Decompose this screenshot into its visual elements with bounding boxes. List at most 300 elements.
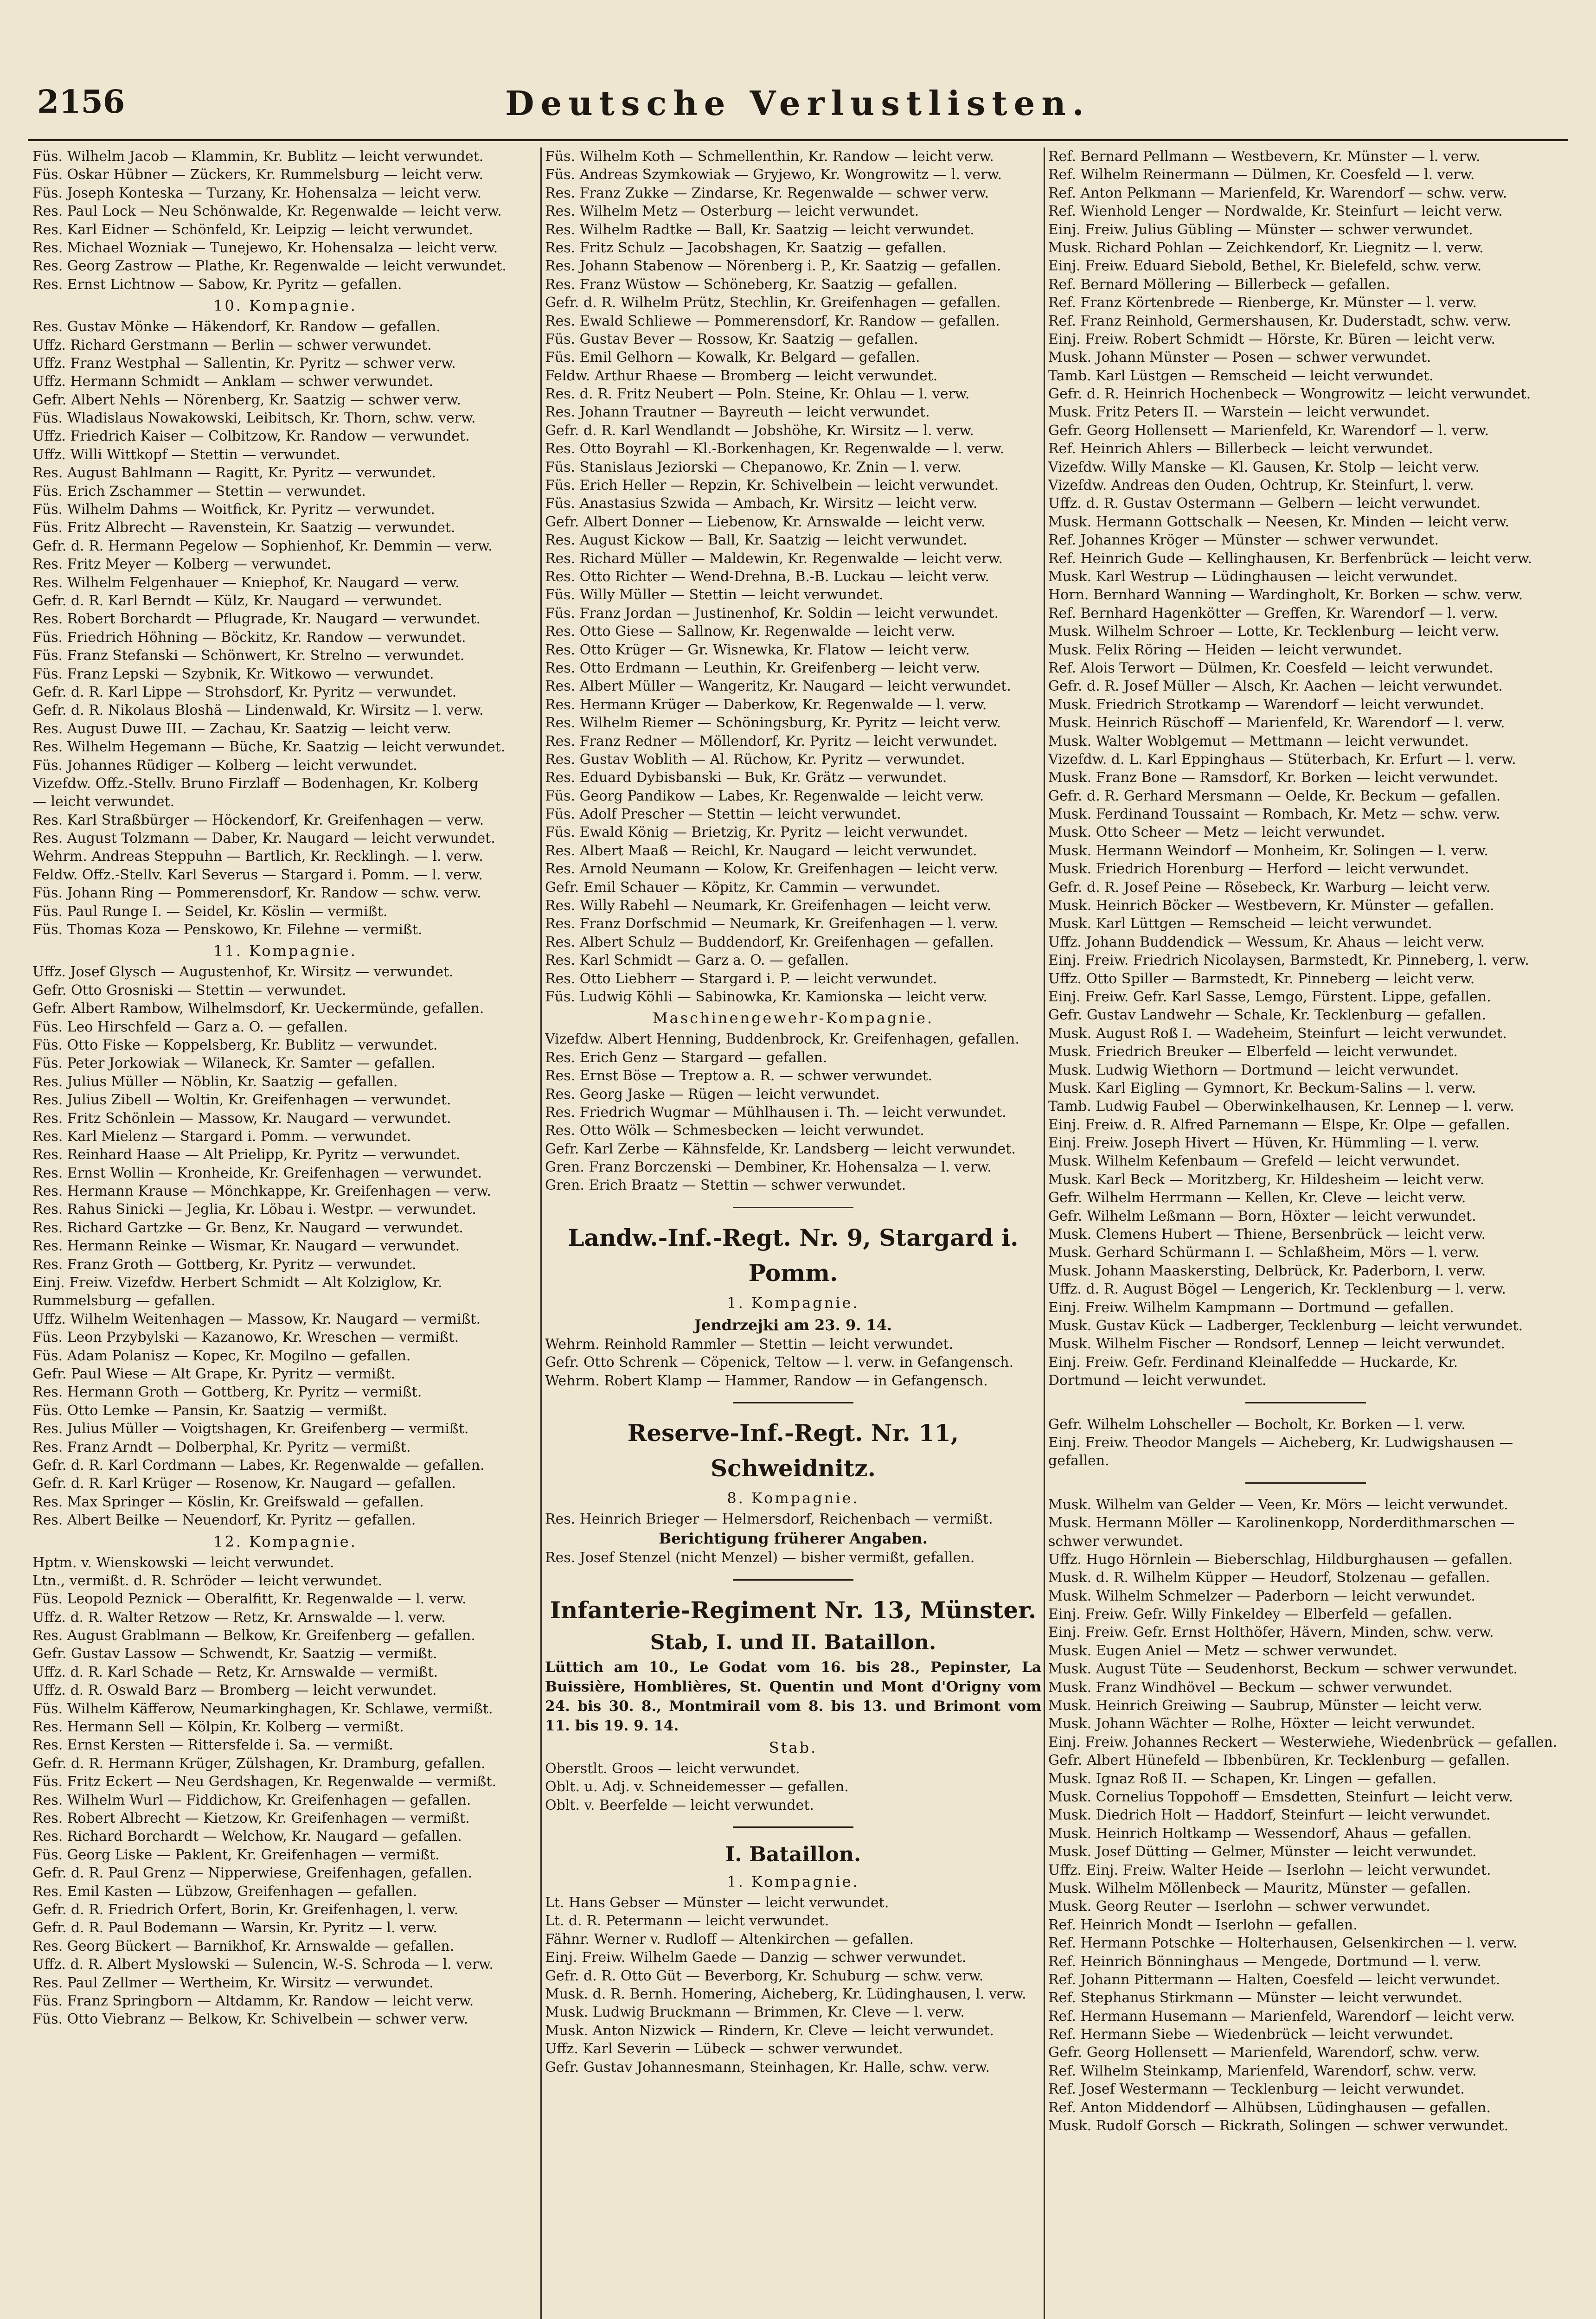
casualty-entry: Res. August Grablmann — Belkow, Kr. Greifenberg — gefallen.	[32, 1627, 475, 1644]
casualty-entry: Füs. Peter Jorkowiak — Wilaneck, Kr. Samter — gefallen.	[32, 1055, 436, 1072]
casualty-entry: Musk. Hermann Gottschalk — Neesen, Kr. Minden — leicht verw.	[1048, 513, 1510, 530]
casualty-entry: Musk. Ludwig Wiethorn — Dortmund — leicht verwundet.	[1048, 1062, 1459, 1078]
casualty-entry: Füs. Wilhelm Dahms — Woitfick, Kr. Pyritz — verwundet.	[32, 501, 435, 518]
stab-heading: Stab.	[769, 1738, 818, 1756]
casualty-entry: Res. Julius Müller — Voigtshagen, Kr. Greifenberg — vermißt.	[32, 1421, 469, 1437]
casualty-entry: Dortmund — leicht verwundet.	[1048, 1372, 1267, 1389]
casualty-entry: Musk. Eugen Aniel — Metz — schwer verwundet.	[1048, 1642, 1397, 1659]
casualty-entry: Res. Hermann Sell — Kölpin, Kr. Kolberg — vermißt.	[32, 1719, 404, 1736]
casualty-entry: Musk. d. R. Wilhelm Küpper — Heudorf, Stolzenau — gefallen.	[1048, 1569, 1490, 1586]
casualty-entry: Uffz. d. R. Karl Schade — Retz, Kr. Arnswalde — vermißt.	[32, 1664, 438, 1680]
casualty-entry: Ref. Bernard Möllering — Billerbeck — gefallen.	[1048, 276, 1390, 293]
casualty-entry: Einj. Freiw. d. R. Alfred Parnemann — Elspe, Kr. Olpe — gefallen.	[1048, 1116, 1510, 1133]
casualty-entry: Füs. Franz Stefanski — Schönwert, Kr. Strelno — verwundet.	[32, 647, 465, 664]
battle-date: Jendrzejki am 23. 9. 14.	[694, 1316, 892, 1334]
casualty-entry: Ref. Wilhelm Reinermann — Dülmen, Kr. Coesfeld — l. verw.	[1048, 167, 1475, 183]
casualty-entry: Horn. Bernhard Wanning — Wardingholt, Kr. Borken — schw. verw.	[1048, 587, 1523, 603]
casualty-entry: Musk. Wilhelm Kefenbaum — Grefeld — leicht verwundet.	[1048, 1153, 1460, 1170]
casualty-entry: Musk. Johann Münster — Posen — schwer verwundet.	[1048, 349, 1431, 366]
casualty-entry: Gefr. d. R. Hermann Krüger, Zülshagen, Kr. Dramburg, gefallen.	[32, 1755, 486, 1772]
casualty-entry: Wehrm. Andreas Steppuhn — Bartlich, Kr. Recklingh. — l. verw.	[32, 848, 483, 865]
column-rule-1	[540, 147, 542, 2319]
casualty-entry: Gefr. Wilhelm Lohscheller — Bocholt, Kr. Borken — l. verw.	[1048, 1416, 1466, 1433]
casualty-entry: Einj. Freiw. Wilhelm Gaede — Danzig — schwer verwundet.	[545, 1949, 967, 1966]
casualty-entry: Füs. Anastasius Szwida — Ambach, Kr. Wirsitz — leicht verw.	[545, 495, 978, 512]
casualty-entry: Uffz. Friedrich Kaiser — Colbitzow, Kr. Randow — verwundet.	[32, 428, 470, 445]
casualty-entry: Musk. Franz Bone — Ramsdorf, Kr. Borken — leicht verwundet.	[1048, 769, 1499, 786]
casualty-entry: Füs. Wilhelm Käfferow, Neumarkinghagen, Kr. Schlawe, vermißt.	[32, 1700, 493, 1717]
casualty-entry: Res. Paul Lock — Neu Schönwalde, Kr. Regenwalde — leicht verw.	[32, 203, 502, 220]
casualty-entry: Uffz. d. R. Gustav Ostermann — Gelbern — leicht verwundet.	[1048, 495, 1481, 512]
casualty-entry: Gefr. Georg Hollensett — Marienfeld, Warendorf, schw. verw.	[1048, 2044, 1480, 2061]
casualty-entry: Ref. Bernhard Hagenkötter — Greffen, Kr. Warendorf — l. verw.	[1048, 605, 1498, 621]
casualty-entry: Vizefdw. Albert Henning, Buddenbrock, Kr. Greifenhagen, gefallen.	[545, 1031, 1019, 1048]
casualty-entry: Res. August Bahlmann — Ragitt, Kr. Pyritz — verwundet.	[32, 465, 436, 481]
casualty-entry: Gren. Franz Borczenski — Dembiner, Kr. Hohensalza — l. verw.	[545, 1159, 992, 1176]
casualty-entry: Füs. Johann Ring — Pommerensdorf, Kr. Randow — schw. verw.	[32, 885, 481, 902]
casualty-entry: Gefr. d. R. Josef Müller — Alsch, Kr. Aachen — leicht verwundet.	[1048, 678, 1503, 695]
correction-heading: Berichtigung früherer Angaben.	[659, 1530, 928, 1548]
casualty-entry: Res. Otto Wölk — Schmesbecken — leicht verwundet.	[545, 1122, 924, 1139]
casualty-entry: Res. Richard Müller — Maldewin, Kr. Regenwalde — leicht verw.	[545, 550, 1003, 567]
battle-places: Lüttich am 10., Le Godat vom 16. bis 28., Pepinster, La Buissière, Homblières, St. Quentin und Mont d'Origny vom 24. bis 30. 8., Montmirail vom 8. bis 13. und Brimont vom 11. bis 19. 9. 14.	[545, 1659, 1041, 1734]
casualty-entry: Res. Hermann Groth — Gottberg, Kr. Pyritz — vermißt.	[32, 1384, 422, 1401]
casualty-entry: Gefr. d. R. Friedrich Orfert, Borin, Kr. Greifenhagen, l. verw.	[32, 1901, 459, 1918]
casualty-entry: Musk. Ludwig Bruckmann — Brimmen, Kr. Cleve — l. verw.	[545, 2004, 965, 2021]
casualty-entry: Füs. Friedrich Höhning — Böckitz, Kr. Randow — verwundet.	[32, 629, 466, 646]
casualty-entry: Uffz. Karl Severin — Lübeck — schwer verwundet.	[545, 2041, 903, 2057]
casualty-entry: Res. Wilhelm Riemer — Schöningsburg, Kr. Pyritz — leicht verw.	[545, 715, 1001, 731]
casualty-entry: Res. Gustav Woblith — Al. Rüchow, Kr. Pyritz — verwundet.	[545, 751, 965, 768]
casualty-list	[1048, 147, 1563, 1390]
casualty-entry: Gefr. Albert Rambow, Wilhelmsdorf, Kr. Ueckermünde, gefallen.	[32, 1000, 484, 1017]
casualty-entry: Ref. Hermann Siebe — Wiedenbrück — leicht verwundet.	[1048, 2026, 1454, 2043]
column-1	[32, 147, 538, 2319]
casualty-entry: Musk. Franz Windhövel — Beckum — schwer verwundet.	[1048, 1679, 1453, 1696]
casualty-entry: Ref. Wienhold Lenger — Nordwalde, Kr. Steinfurt — leicht verw.	[1048, 203, 1503, 220]
correction-entry: Res. Josef Stenzel (nicht Menzel) — bisher vermißt, gefallen.	[545, 1550, 975, 1566]
casualty-entry: Gefr. Albert Hünefeld — Ibbenbüren, Kr. Tecklenburg — gefallen.	[1048, 1752, 1510, 1769]
casualty-entry: Uffz. Einj. Freiw. Walter Heide — Iserlohn — leicht verwundet.	[1048, 1862, 1491, 1878]
casualty-entry: Res. Eduard Dybisbanski — Buk, Kr. Grätz — verwundet.	[545, 769, 947, 786]
casualty-entry: Musk. Richard Pohlan — Zeichkendorf, Kr. Liegnitz — l. verw.	[1048, 239, 1484, 256]
casualty-entry: Res. Paul Zellmer — Wertheim, Kr. Wirsitz — verwundet.	[32, 1974, 434, 1991]
casualty-list	[545, 147, 1041, 1006]
casualty-entry: Res. Fritz Meyer — Kolberg — verwundet.	[32, 556, 332, 573]
casualty-entry: Ref. Wilhelm Steinkamp, Marienfeld, Warendorf, schw. verw.	[1048, 2063, 1477, 2079]
casualty-entry: Musk. Georg Reuter — Iserlohn — schwer verwundet.	[1048, 1898, 1430, 1915]
casualty-entry: Füs. Emil Gelhorn — Kowalk, Kr. Belgard — gefallen.	[545, 349, 920, 366]
casualty-entry: Musk. Anton Nizwick — Rindern, Kr. Cleve — leicht verwundet.	[545, 2022, 994, 2039]
casualty-entry: Musk. Hermann Weindorf — Monheim, Kr. Solingen — l. verw.	[1048, 842, 1488, 859]
casualty-entry: Gefr. Otto Grosniski — Stettin — verwundet.	[32, 982, 346, 999]
casualty-entry: Gefr. d. R. Otto Güt — Beverborg, Kr. Schuburg — schw. verw.	[545, 1967, 984, 1984]
casualty-entry: Ref. Josef Westermann — Tecklenburg — leicht verwundet.	[1048, 2081, 1465, 2098]
casualty-entry: Uffz. Hugo Hörnlein — Bieberschlag, Hildburghausen — gefallen.	[1048, 1551, 1513, 1568]
casualty-entry: Feldw. Offz.-Stellv. Karl Severus — Stargard i. Pomm. — l. verw.	[32, 866, 483, 883]
casualty-entry: Gefr. Albert Donner — Liebenow, Kr. Arnswalde — leicht verw.	[545, 513, 986, 530]
casualty-entry: Res. Friedrich Wugmar — Mühlhausen i. Th. — leicht verwundet.	[545, 1104, 1006, 1121]
casualty-entry: Gren. Erich Braatz — Stettin — schwer verwundet.	[545, 1177, 906, 1194]
casualty-list	[1048, 1416, 1563, 1470]
casualty-entry: Musk. Wilhelm Fischer — Rondsorf, Lennep — leicht verwundet.	[1048, 1336, 1505, 1352]
casualty-entry: Ref. Bernard Pellmann — Westbevern, Kr. Münster — l. verw.	[1048, 148, 1481, 165]
casualty-entry: Ref. Johannes Kröger — Münster — schwer verwundet.	[1048, 532, 1439, 549]
casualty-list	[545, 1760, 1041, 1814]
casualty-entry: Gefr. Georg Hollensett — Marienfeld, Kr. Warendorf — l. verw.	[1048, 422, 1489, 439]
casualty-entry: Füs. Otto Viebranz — Belkow, Kr. Schivelbein — schwer verw.	[32, 2011, 468, 2028]
casualty-entry: Füs. Erich Heller — Repzin, Kr. Schivelbein — leicht verwundet.	[545, 477, 999, 494]
casualty-entry: Musk. Wilhelm van Gelder — Veen, Kr. Mörs — leicht verwundet.	[1048, 1496, 1508, 1513]
casualty-entry: Res. Albert Maaß — Reichl, Kr. Naugard — leicht verwundet.	[545, 842, 977, 859]
casualty-entry: Res. Franz Groth — Gottberg, Kr. Pyritz — verwundet.	[32, 1256, 417, 1273]
casualty-entry: Res. Otto Liebherr — Stargard i. P. — leicht verwundet.	[545, 970, 937, 987]
casualty-entry: Res. Robert Borchardt — Pflugrade, Kr. Naugard — verwundet.	[32, 611, 481, 628]
casualty-entry: Einj. Freiw. Gefr. Karl Sasse, Lemgo, Fürstent. Lippe, gefallen.	[1048, 988, 1491, 1005]
casualty-entry: Res. Otto Krüger — Gr. Wisnewka, Kr. Flatow — leicht verw.	[545, 641, 970, 658]
casualty-entry: Res. Arnold Neumann — Kolow, Kr. Greifenhagen — leicht verw.	[545, 861, 998, 878]
casualty-entry: Gefr. Otto Schrenk — Cöpenick, Teltow — l. verw. in Gefangensch.	[545, 1354, 1014, 1371]
casualty-entry: Res. Ernst Wollin — Kronheide, Kr. Greifenhagen — verwundet.	[32, 1165, 482, 1181]
casualty-entry: Füs. Franz Lepski — Szybnik, Kr. Witkowo — verwundet.	[32, 666, 434, 682]
casualty-entry: Musk. Heinrich Rüschoff — Marienfeld, Kr. Warendorf — l. verw.	[1048, 715, 1505, 731]
casualty-entry: Musk. Wilhelm Schroer — Lotte, Kr. Tecklenburg — leicht verw.	[1048, 623, 1500, 640]
casualty-entry: Gefr. Gustav Johannesmann, Steinhagen, Kr. Halle, schw. verw.	[545, 2059, 990, 2076]
casualty-entry: Rummelsburg — gefallen.	[32, 1293, 216, 1309]
casualty-entry: Füs. Wilhelm Koth — Schmellenthin, Kr. Randow — leicht verw.	[545, 148, 994, 165]
casualty-entry: Musk. Friedrich Strotkamp — Warendorf — leicht verwundet.	[1048, 696, 1484, 713]
casualty-list	[1048, 1496, 1563, 2135]
casualty-entry: Einj. Freiw. Eduard Siebold, Bethel, Kr. Bielefeld, schw. verw.	[1048, 258, 1482, 275]
casualty-entry: Füs. Ludwig Köhli — Sabinowka, Kr. Kamionska — leicht verw.	[545, 988, 987, 1005]
casualty-entry: Gefr. Wilhelm Herrmann — Kellen, Kr. Cleve — leicht verw.	[1048, 1190, 1466, 1206]
casualty-entry: Musk. d. R. Bernh. Homering, Aicheberg, Kr. Lüdinghausen, l. verw.	[545, 1986, 1026, 2002]
casualty-entry: Hptm. v. Wienskowski — leicht verwundet.	[32, 1554, 334, 1571]
casualty-entry: Füs. Willy Müller — Stettin — leicht verwundet.	[545, 587, 884, 603]
casualty-entry: Gefr. d. R. Karl Wendlandt — Jobshöhe, Kr. Wirsitz — l. verw.	[545, 422, 974, 439]
casualty-entry: Musk. Felix Röring — Heiden — leicht verwundet.	[1048, 641, 1402, 658]
casualty-entry: Res. Karl Mielenz — Stargard i. Pomm. — verwundet.	[32, 1128, 411, 1145]
casualty-entry: Res. Willy Rabehl — Neumark, Kr. Greifenhagen — leicht verw.	[545, 897, 992, 914]
casualty-entry: Einj. Freiw. Gefr. Ferdinand Kleinalfedde — Huckarde, Kr.	[1048, 1354, 1458, 1371]
casualty-entry: Res. Albert Beilke — Neuendorf, Kr. Pyritz — gefallen.	[32, 1512, 416, 1529]
casualty-entry: Musk. Friedrich Breuker — Elberfeld — leicht verwundet.	[1048, 1044, 1458, 1060]
casualty-entry: Ref. Stephanus Stirkmann — Münster — leicht verwundet.	[1048, 1990, 1463, 2006]
casualty-entry: Res. Reinhard Haase — Alt Prielipp, Kr. Pyritz — verwundet.	[32, 1147, 461, 1163]
casualty-entry: Musk. August Tüte — Seudenhorst, Beckum — schwer verwundet.	[1048, 1661, 1518, 1678]
casualty-entry: Gefr. Karl Zerbe — Kähnsfelde, Kr. Landsberg — leicht verwundet.	[545, 1140, 1016, 1157]
casualty-entry: Füs. Franz Springborn — Altdamm, Kr. Randow — leicht verw.	[32, 1992, 474, 2009]
regiment-heading: Reserve-Inf.-Regt. Nr. 11, Schweidnitz.	[627, 1419, 959, 1482]
casualty-entry: Wehrm. Robert Klamp — Hammer, Randow — in Gefangensch.	[545, 1372, 988, 1389]
casualty-entry: Res. Heinrich Brieger — Helmersdorf, Reichenbach — vermißt.	[545, 1511, 993, 1528]
casualty-entry: Lt. Hans Gebser — Münster — leicht verwundet.	[545, 1895, 889, 1911]
casualty-entry: Füs. Leo Hirschfeld — Garz a. O. — gefallen.	[32, 1019, 348, 1035]
casualty-entry: Ref. Hermann Potschke — Holterhausen, Gelsenkirchen — l. verw.	[1048, 1935, 1518, 1952]
casualty-entry: Einj. Freiw. Julius Gübling — Münster — schwer verwundet.	[1048, 221, 1473, 238]
casualty-entry: Res. Richard Gartzke — Gr. Benz, Kr. Naugard — verwundet.	[32, 1219, 463, 1236]
casualty-entry: Res. Emil Kasten — Lübzow, Greifenhagen — gefallen.	[32, 1883, 417, 1900]
casualty-entry: Res. Richard Borchardt — Welchow, Kr. Naugard — gefallen.	[32, 1828, 462, 1845]
casualty-entry: Res. Georg Zastrow — Plathe, Kr. Regenwalde — leicht verwundet.	[32, 258, 506, 275]
casualty-entry: Gefr. d. R. Nikolaus Bloshä — Lindenwald, Kr. Wirsitz — l. verw.	[32, 702, 484, 719]
casualty-entry: Fähnr. Werner v. Rudloff — Altenkirchen — gefallen.	[545, 1931, 914, 1947]
casualty-entry: Res. Albert Müller — Wangeritz, Kr. Naugard — leicht verwundet.	[545, 678, 1011, 695]
casualty-entry: Tamb. Ludwig Faubel — Oberwinkelhausen, Kr. Lennep — l. verw.	[1048, 1098, 1514, 1115]
casualty-entry: Vizefdw. d. L. Karl Eppinghaus — Stüterbach, Kr. Erfurt — l. verw.	[1048, 751, 1516, 768]
casualty-entry: Füs. Andreas Szymkowiak — Gryjewo, Kr. Wongrowitz — l. verw.	[545, 167, 1002, 183]
column-3	[1048, 147, 1563, 2319]
page-number: 2156	[37, 83, 125, 121]
casualty-entry: Einj. Freiw. Gefr. Ernst Holthöfer, Hävern, Minden, schw. verw.	[1048, 1624, 1494, 1641]
casualty-entry: Musk. Josef Dütting — Gelmer, Münster — leicht verwundet.	[1048, 1844, 1477, 1860]
casualty-entry: Füs. Otto Fiske — Koppelsberg, Kr. Bublitz — verwundet.	[32, 1037, 438, 1053]
casualty-entry: Res. Erich Genz — Stargard — gefallen.	[545, 1049, 827, 1066]
header-rule	[28, 139, 1568, 141]
casualty-entry: Uffz. Otto Spiller — Barmstedt, Kr. Pinneberg — leicht verw.	[1048, 970, 1475, 987]
casualty-entry: Uffz. Richard Gerstmann — Berlin — schwer verwundet.	[32, 337, 432, 353]
casualty-list	[32, 147, 538, 294]
casualty-entry: Musk. Wilhelm Schmelzer — Paderborn — leicht verwundet.	[1048, 1588, 1475, 1604]
casualty-entry: Füs. Gustav Bever — Rossow, Kr. Saatzig — gefallen.	[545, 331, 918, 347]
casualty-entry: Uffz. Hermann Schmidt — Anklam — schwer verwundet.	[32, 373, 434, 390]
casualty-entry: Res. Wilhelm Hegemann — Büche, Kr. Saatzig — leicht verwundet.	[32, 739, 506, 756]
casualty-entry: Ref. Heinrich Bönninghaus — Mengede, Dortmund — l. verw.	[1048, 1953, 1481, 1970]
casualty-entry: Res. Otto Erdmann — Leuthin, Kr. Greifenberg — leicht verw.	[545, 660, 981, 676]
casualty-entry: gefallen.	[1048, 1453, 1109, 1469]
casualty-entry: Musk. Rudolf Gorsch — Rickrath, Solingen — schwer verwundet.	[1048, 2118, 1509, 2134]
casualty-entry: Res. Georg Jaske — Rügen — leicht verwundet.	[545, 1086, 880, 1102]
casualty-entry: Res. Wilhelm Metz — Osterburg — leicht verwundet.	[545, 203, 919, 220]
casualty-entry: Res. Wilhelm Radtke — Ball, Kr. Saatzig — leicht verwundet.	[545, 221, 974, 238]
casualty-entry: Vizefdw. Willy Manske — Kl. Gausen, Kr. Stolp — leicht verw.	[1048, 459, 1480, 475]
casualty-entry: Musk. Clemens Hubert — Thiene, Bersenbrück — leicht verw.	[1048, 1226, 1486, 1243]
casualty-entry: Musk. Friedrich Horenburg — Herford — leicht verwundet.	[1048, 861, 1469, 878]
casualty-entry: Musk. Cornelius Toppohoff — Emsdetten, Steinfurt — leicht verw.	[1048, 1788, 1513, 1805]
casualty-entry: Uffz. Johann Buddendick — Wessum, Kr. Ahaus — leicht verw.	[1048, 934, 1485, 950]
company-heading: 8. Kompagnie.	[727, 1489, 859, 1507]
regiment-subheading: Stab, I. und II. Bataillon.	[650, 1630, 936, 1654]
casualty-entry: Ref. Heinrich Ahlers — Billerbeck — leicht verwundet.	[1048, 441, 1433, 457]
casualty-entry: Uffz. d. R. August Bögel — Lengerich, Kr. Tecklenburg — l. verw.	[1048, 1281, 1506, 1298]
casualty-entry: Füs. Leon Przybylski — Kazanowo, Kr. Wreschen — vermißt.	[32, 1329, 459, 1346]
casualty-entry: Einj. Freiw. Gefr. Willy Finkeldey — Elberfeld — gefallen.	[1048, 1606, 1452, 1623]
casualty-entry: Füs. Thomas Koza — Penskowo, Kr. Filehne — vermißt.	[32, 922, 423, 938]
casualty-entry: Einj. Freiw. Friedrich Nicolaysen, Barmstedt, Kr. Pinneberg, l. verw.	[1048, 952, 1529, 969]
casualty-entry: Ref. Franz Körtenbrede — Rienberge, Kr. Münster — l. verw.	[1048, 295, 1477, 311]
casualty-entry: Uffz. Willi Wittkopf — Stettin — verwundet.	[32, 446, 340, 463]
casualty-entry: Res. Franz Zukke — Zindarse, Kr. Regenwalde — schwer verw.	[545, 185, 989, 201]
casualty-entry: Musk. Karl Beck — Moritzberg, Kr. Hildesheim — leicht verw.	[1048, 1171, 1485, 1188]
section-rule	[733, 1579, 853, 1581]
casualty-entry: Einj. Freiw. Johannes Reckert — Westerwiehe, Wiedenbrück — gefallen.	[1048, 1734, 1558, 1750]
casualty-entry: Gefr. Albert Nehls — Nörenberg, Kr. Saatzig — schwer verw.	[32, 391, 461, 408]
page-header	[28, 83, 1568, 135]
battalion-heading: I. Bataillon.	[725, 1843, 861, 1866]
casualty-entry: Füs. Wladislaus Nowakowski, Leibitsch, Kr. Thorn, schw. verw.	[32, 410, 476, 427]
casualty-entry: Ref. Johann Pittermann — Halten, Coesfeld — leicht verwundet.	[1048, 1971, 1500, 1988]
casualty-list	[32, 318, 538, 939]
casualty-entry: Einj. Freiw. Vizefdw. Herbert Schmidt — Alt Kolziglow, Kr.	[32, 1275, 442, 1291]
column-2	[545, 147, 1041, 2319]
casualty-entry: Musk. Karl Westrup — Lüdinghausen — leicht verwundet.	[1048, 568, 1458, 585]
company-heading-12: 12. Kompagnie.	[213, 1532, 357, 1550]
casualty-entry: Res. Fritz Schönlein — Massow, Kr. Naugard — verwundet.	[32, 1110, 451, 1127]
company-heading: 1. Kompagnie.	[727, 1294, 859, 1312]
casualty-entry: Res. August Tolzmann — Daber, Kr. Naugard — leicht verwundet.	[32, 830, 495, 847]
casualty-list	[545, 1030, 1041, 1195]
casualty-entry: Res. Julius Zibell — Woltin, Kr. Greifenhagen — verwundet.	[32, 1092, 451, 1108]
casualty-entry: Res. Max Springer — Köslin, Kr. Greifswald — gefallen.	[32, 1493, 424, 1510]
casualty-entry: Res. Wilhelm Wurl — Fiddichow, Kr. Greifenhagen — gefallen.	[32, 1792, 471, 1808]
casualty-entry: Res. Georg Bückert — Barnikhof, Kr. Arnswalde — gefallen.	[32, 1938, 455, 1954]
casualty-entry: Res. August Kickow — Ball, Kr. Saatzig — leicht verwundet.	[545, 532, 968, 549]
casualty-entry: Gefr. d. R. Gerhard Mersmann — Oelde, Kr. Beckum — gefallen.	[1048, 788, 1501, 804]
page-title: Deutsche Verlustlisten.	[505, 83, 1090, 123]
casualty-entry: Feldw. Arthur Rhaese — Bromberg — leicht verwundet.	[545, 367, 938, 384]
casualty-entry: Gefr. Wilhelm Leßmann — Born, Höxter — leicht verwundet.	[1048, 1208, 1476, 1224]
casualty-entry: Gefr. d. R. Heinrich Hochenbeck — Wongrowitz — leicht verwundet.	[1048, 386, 1531, 403]
casualty-list	[545, 1894, 1041, 2076]
mg-company-heading: Maschinengewehr-Kompagnie.	[652, 1009, 934, 1027]
casualty-entry: Ref. Hermann Husemann — Marienfeld, Warendorf — leicht verw.	[1048, 2008, 1515, 2024]
section-rule	[1245, 1482, 1366, 1484]
regiment-heading: Infanterie-Regiment Nr. 13, Münster.	[550, 1596, 1037, 1624]
casualty-entry: Tamb. Karl Lüstgen — Remscheid — leicht verwundet.	[1048, 367, 1434, 384]
casualty-entry: Ref. Franz Reinhold, Germershausen, Kr. Duderstadt, schw. verw.	[1048, 313, 1512, 329]
company-heading-11: 11. Kompagnie.	[213, 942, 357, 960]
casualty-entry: Wehrm. Reinhold Rammler — Stettin — leicht verwundet.	[545, 1336, 954, 1352]
casualty-entry: Füs. Franz Jordan — Justinenhof, Kr. Soldin — leicht verwundet.	[545, 605, 999, 621]
casualty-entry: Füs. Fritz Albrecht — Ravenstein, Kr. Saatzig — verwundet.	[32, 519, 455, 536]
casualty-entry: Musk. Karl Lüttgen — Remscheid — leicht verwundet.	[1048, 916, 1432, 932]
casualty-entry: Lt. d. R. Petermann — leicht verwundet.	[545, 1913, 829, 1929]
casualty-entry: Res. Robert Albrecht — Kietzow, Kr. Greifenhagen — vermißt.	[32, 1810, 470, 1826]
casualty-entry: Füs. Adam Polanisz — Kopec, Kr. Mogilno — gefallen.	[32, 1347, 411, 1364]
casualty-entry: Res. Otto Richter — Wend-Drehna, B.-B. Luckau — leicht verw.	[545, 568, 989, 585]
casualty-entry: Ref. Heinrich Gude — Kellinghausen, Kr. Berfenbrück — leicht verw.	[1048, 550, 1532, 567]
casualty-entry: Musk. Gerhard Schürmann I. — Schlaßheim, Mörs — l. verw.	[1048, 1244, 1480, 1261]
casualty-entry: Gefr. d. R. Karl Cordmann — Labes, Kr. Regenwalde — gefallen.	[32, 1457, 485, 1473]
casualty-entry: Res. Hermann Krause — Mönchkappe, Kr. Greifenhagen — verw.	[32, 1183, 491, 1200]
casualty-entry: Musk. Heinrich Böcker — Westbevern, Kr. Münster — gefallen.	[1048, 897, 1494, 914]
casualty-entry: Gefr. Gustav Landwehr — Schale, Kr. Tecklenburg — gefallen.	[1048, 1007, 1487, 1024]
section-rule	[733, 1826, 853, 1828]
casualty-entry: Res. Otto Giese — Sallnow, Kr. Regenwalde — leicht verw.	[545, 623, 955, 640]
casualty-list	[545, 1335, 1041, 1390]
casualty-entry: Ref. Anton Pelkmann — Marienfeld, Kr. Warendorf — schw. verw.	[1048, 185, 1507, 201]
casualty-entry: Musk. Heinrich Holtkamp — Wessendorf, Ahaus — gefallen.	[1048, 1825, 1472, 1842]
company-heading-10: 10. Kompagnie.	[213, 297, 357, 315]
company-heading: 1. Kompagnie.	[727, 1873, 859, 1890]
casualty-entry: Musk. Wilhelm Möllenbeck — Mauritz, Münster — gefallen.	[1048, 1880, 1471, 1896]
column-rule-2	[1044, 147, 1045, 2319]
casualty-entry: Ref. Alois Terwort — Dülmen, Kr. Coesfeld — leicht verwundet.	[1048, 660, 1493, 676]
casualty-entry: Gefr. d. R. Paul Bodemann — Warsin, Kr. Pyritz — l. verw.	[32, 1920, 437, 1936]
regiment-heading: Landw.-Inf.-Regt. Nr. 9, Stargard i. Pomm.	[568, 1224, 1019, 1287]
casualty-entry: Vizefdw. Andreas den Ouden, Ochtrup, Kr. Steinfurt, l. verw.	[1048, 477, 1474, 494]
casualty-entry: Uffz. Wilhelm Weitenhagen — Massow, Kr. Naugard — vermißt.	[32, 1311, 481, 1327]
casualty-entry: Einj. Freiw. Theodor Mangels — Aicheberg, Kr. Ludwigshausen —	[1048, 1434, 1513, 1451]
casualty-entry: Füs. Georg Pandikow — Labes, Kr. Regenwalde — leicht verw.	[545, 788, 984, 804]
casualty-entry: Füs. Stanislaus Jeziorski — Chepanowo, Kr. Znin — l. verw.	[545, 459, 962, 475]
casualty-entry: Res. August Duwe III. — Zachau, Kr. Saatzig — leicht verw.	[32, 720, 451, 737]
casualty-entry: Füs. Ewald König — Brietzig, Kr. Pyritz — leicht verwundet.	[545, 824, 968, 841]
casualty-entry: Uffz. d. R. Oswald Barz — Bromberg — leicht verwundet.	[32, 1682, 437, 1699]
casualty-entry: Vizefdw. Offz.-Stellv. Bruno Firzlaff — Bodenhagen, Kr. Kolberg	[32, 775, 479, 792]
casualty-entry: Res. Johann Stabenow — Nörenberg i. P., Kr. Saatzig — gefallen.	[545, 258, 1001, 275]
casualty-entry: Füs. Adolf Prescher — Stettin — leicht verwundet.	[545, 806, 901, 823]
casualty-entry: Füs. Georg Liske — Paklent, Kr. Greifenhagen — vermißt.	[32, 1846, 440, 1863]
casualty-entry: Einj. Freiw. Joseph Hivert — Hüven, Kr. Hümmling — l. verw.	[1048, 1135, 1480, 1152]
casualty-entry: Einj. Freiw. Robert Schmidt — Hörste, Kr. Büren — leicht verw.	[1048, 331, 1496, 347]
casualty-entry: Musk. Johann Wächter — Rolhe, Höxter — leicht verwundet.	[1048, 1716, 1475, 1732]
casualty-entry: Res. Hermann Reinke — Wismar, Kr. Naugard — verwundet.	[32, 1238, 460, 1255]
casualty-entry: Uffz. d. R. Walter Retzow — Retz, Kr. Arnswalde — l. verw.	[32, 1609, 446, 1626]
casualty-entry: schwer verwundet.	[1048, 1533, 1183, 1550]
section-rule	[733, 1207, 853, 1208]
casualty-entry: Gefr. Paul Wiese — Alt Grape, Kr. Pyritz — vermißt.	[32, 1366, 396, 1382]
casualty-entry: Füs. Joseph Konteska — Turzany, Kr. Hohensalza — leicht verw.	[32, 185, 482, 201]
casualty-entry: Füs. Leopold Peznick — Oberalfitt, Kr. Regenwalde — l. verw.	[32, 1591, 467, 1608]
casualty-entry: Gefr. d. R. Karl Krüger — Rosenow, Kr. Naugard — gefallen.	[32, 1475, 456, 1492]
casualty-entry: — leicht verwundet.	[32, 794, 175, 810]
casualty-entry: Res. Albert Schulz — Buddendorf, Kr. Greifenhagen — gefallen.	[545, 934, 994, 950]
casualty-entry: Res. Ernst Lichtnow — Sabow, Kr. Pyritz — gefallen.	[32, 276, 402, 293]
casualty-entry: Gefr. Emil Schauer — Köpitz, Kr. Cammin — verwundet.	[545, 879, 941, 896]
casualty-entry: Res. Franz Wüstow — Schöneberg, Kr. Saatzig — gefallen.	[545, 276, 958, 293]
casualty-entry: Ref. Anton Middendorf — Alhübsen, Lüdinghausen — gefallen.	[1048, 2099, 1491, 2116]
casualty-entry: Res. Ewald Schliewe — Pommerensdorf, Kr. Randow — gefallen.	[545, 313, 1000, 329]
casualty-entry: Res. Karl Straßbürger — Höckendorf, Kr. Greifenhagen — verw.	[32, 812, 484, 828]
casualty-entry: Res. Ernst Kersten — Rittersfelde i. Sa. — vermißt.	[32, 1737, 393, 1754]
casualty-entry: Uffz. Franz Westphal — Sallentin, Kr. Pyritz — schwer verw.	[32, 355, 456, 372]
casualty-entry: Musk. Johann Maaskersting, Delbrück, Kr. Paderborn, l. verw.	[1048, 1262, 1486, 1279]
casualty-entry: Gefr. d. R. Karl Lippe — Strohsdorf, Kr. Pyritz — verwundet.	[32, 684, 457, 700]
casualty-entry: Res. d. R. Fritz Neubert — Poln. Steine, Kr. Ohlau — l. verw.	[545, 386, 970, 403]
casualty-entry: Füs. Erich Zschammer — Stettin — verwundet.	[32, 483, 366, 500]
casualty-entry: Einj. Freiw. Wilhelm Kampmann — Dortmund — gefallen.	[1048, 1299, 1454, 1316]
casualty-entry: Res. Karl Schmidt — Garz a. O. — gefallen.	[545, 952, 849, 969]
casualty-entry: Füs. Fritz Eckert — Neu Gerdshagen, Kr. Regenwalde — vermißt.	[32, 1774, 496, 1790]
casualty-entry: Res. Franz Redner — Möllendorf, Kr. Pyritz — leicht verwundet.	[545, 733, 998, 750]
casualty-entry: Musk. Diedrich Holt — Haddorf, Steinfurt — leicht verwundet.	[1048, 1807, 1491, 1824]
casualty-entry: Oblt. v. Beerfelde — leicht verwundet.	[545, 1797, 814, 1813]
casualty-entry: Gefr. d. R. Karl Berndt — Külz, Kr. Naugard — verwundet.	[32, 592, 442, 609]
casualty-entry: Res. Gustav Mönke — Häkendorf, Kr. Randow — gefallen.	[32, 319, 441, 335]
casualty-entry: Uffz. Josef Glysch — Augustenhof, Kr. Wirsitz — verwundet.	[32, 964, 454, 980]
casualty-list	[32, 1554, 538, 2029]
casualty-entry: Res. Hermann Krüger — Daberkow, Kr. Regenwalde — l. verw.	[545, 696, 987, 713]
casualty-entry: Musk. Fritz Peters II. — Warstein — leicht verwundet.	[1048, 404, 1430, 421]
casualty-entry: Musk. Walter Woblgemut — Mettmann — leicht verwundet.	[1048, 733, 1469, 750]
casualty-list	[545, 1510, 1041, 1528]
casualty-entry: Füs. Otto Lemke — Pansin, Kr. Saatzig — vermißt.	[32, 1402, 387, 1419]
casualty-entry: Res. Otto Boyrahl — Kl.-Borkenhagen, Kr. Regenwalde — l. verw.	[545, 441, 1005, 457]
casualty-entry: Res. Franz Arndt — Dolberphal, Kr. Pyritz — vermißt.	[32, 1439, 411, 1455]
casualty-entry: Oberstlt. Groos — leicht verwundet.	[545, 1760, 800, 1777]
casualty-entry: Gefr. d. R. Wilhelm Prütz, Stechlin, Kr. Greifenhagen — gefallen.	[545, 295, 1001, 311]
casualty-entry: Res. Karl Eidner — Schönfeld, Kr. Leipzig — leicht verwundet.	[32, 221, 473, 238]
casualty-entry: Musk. Otto Scheer — Metz — leicht verwundet.	[1048, 824, 1385, 841]
casualty-entry: Musk. Gustav Kück — Ladberger, Tecklenburg — leicht verwundet.	[1048, 1318, 1523, 1334]
casualty-entry: Gefr. d. R. Josef Peine — Rösebeck, Kr. Warburg — leicht verw.	[1048, 879, 1491, 896]
casualty-entry: Musk. Heinrich Greiwing — Saubrup, Münster — leicht verw.	[1048, 1698, 1482, 1714]
casualty-entry: Oblt. u. Adj. v. Schneidemesser — gefallen.	[545, 1779, 849, 1795]
casualty-entry: Musk. August Roß I. — Wadeheim, Steinfurt — leicht verwundet.	[1048, 1025, 1507, 1042]
casualty-entry: Res. Wilhelm Felgenhauer — Kniephof, Kr. Naugard — verw.	[32, 574, 460, 591]
casualty-entry: Füs. Oskar Hübner — Zückers, Kr. Rummelsburg — leicht verw.	[32, 167, 483, 183]
